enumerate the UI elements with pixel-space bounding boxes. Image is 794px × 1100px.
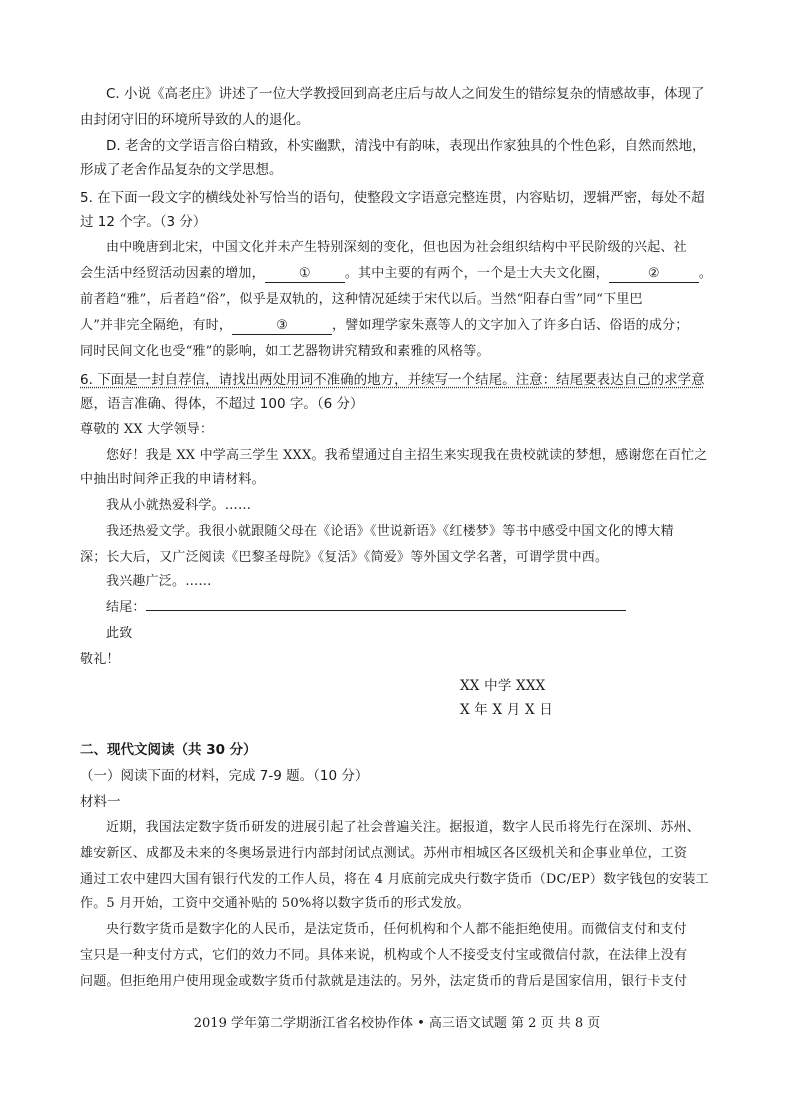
letter-date: X 年 X 月 X 日 <box>460 702 553 718</box>
letter-closing1: 此致 <box>106 626 133 641</box>
material-label: 材料一 <box>80 794 121 810</box>
q5-passage-text: 会生活中经贸活动因素的增加， <box>80 266 265 281</box>
q5-passage-text: 人”并非完全隔绝，有时， <box>80 318 233 333</box>
letter-body-line6: 我兴趣广泛。…… <box>106 574 212 589</box>
q5-passage-line3: 前者趋“雅”，后者趋“俗”，似乎是双轨的，这种情况延续于宋代以后。当然“阳春白雪”同“下里巴 <box>80 292 643 307</box>
letter-body-line3: 我从小就热爱科学。…… <box>106 498 252 513</box>
ending-label: 结尾： <box>106 600 146 615</box>
ending-answer-field[interactable] <box>146 610 626 611</box>
option-c-line1: C. 小说《高老庄》讲述了一位大学教授回到高老庄后与故人之间发生的错综复杂的情感故事，体现了 <box>106 86 705 102</box>
blank-2[interactable]: ② <box>609 265 699 283</box>
material-line3: 通过工农中建四大国有银行代发的工作人员，将在 4 月底前完成央行数字货币（DC/EP）数字钱包的安装工 <box>80 872 709 887</box>
material-line5: 央行数字货币是数字化的人民币，是法定货币，任何机构和个人都不能拒绝使用。而微信支付和支付 <box>106 922 687 937</box>
letter-body-line5: 深；长大后，又广泛阅读《巴黎圣母院》《复活》《简爱》等外国文学名著，可谓学贯中西。 <box>80 550 609 565</box>
letter-salutation: 尊敬的 XX 大学领导： <box>80 422 214 437</box>
material-line4: 作。5 月开始，工资中交通补贴的 50%将以数字货币的形式发放。 <box>80 896 470 911</box>
option-d-line1: D. 老舍的文学语言俗白精致，朴实幽默，清浅中有韵味，表现出作家独具的个性色彩，自然而然地， <box>106 138 706 154</box>
letter-body-line2: 中抽出时间斧正我的申请材料。 <box>80 472 265 487</box>
material-line2: 雄安新区、成都及未来的冬奥场景进行内部封闭试点测试。苏州市相城区各区级机关和企事业单位，工资 <box>80 846 688 861</box>
option-c-line2: 由封闭守旧的环境所导致的人的退化。 <box>80 112 310 128</box>
material-line1: 近期，我国法定数字货币研发的进展引起了社会普遍关注。据报道，数字人民币将先行在深圳、苏州、 <box>106 820 701 835</box>
option-d-line2: 形成了老舍作品复杂的文学思想。 <box>80 162 283 178</box>
q6-stem-line1: 6. 下面是一封自荐信，请找出两处用词不准确的地方，并续写一个结尾。注意：结尾要表达自己的求学意 <box>80 372 705 388</box>
section-subtitle: （一）阅读下面的材料，完成 7-9 题。（10 分） <box>80 768 369 784</box>
section-title: 二、现代文阅读（共 30 分） <box>80 742 257 758</box>
q5-passage-line4 <box>80 316 720 336</box>
q5-passage-text: ，譬如理学家朱熹等人的文字加入了许多白话、俗语的成分； <box>332 318 689 333</box>
letter-ending-line <box>106 598 746 618</box>
q6-stem-line2: 愿，语言准确、得体，不超过 100 字。（6 分） <box>80 396 364 412</box>
letter-body-line4: 我还热爱文学。我很小就跟随父母在《论语》《世说新语》《红楼梦》等书中感受中国文化的博大精 <box>106 524 674 539</box>
material-line6: 宝只是一种支付方式，它们的效力不同。具体来说，机构或个人不接受支付宝或微信付款，在法律上没有 <box>80 948 688 963</box>
letter-body-line1: 您好！我是 XX 中学高三学生 XXX。我希望通过自主招生来实现我在贵校就读的梦想，感谢您在百忙之 <box>106 448 708 463</box>
letter-signature: XX 中学 XXX <box>460 678 546 694</box>
q5-stem-line2: 过 12 个字。（3 分） <box>80 214 207 230</box>
page-footer: 2019 学年第二学期浙江省名校协作体 • 高三语文试题 第 2 页 共 8 页 <box>193 1016 601 1031</box>
q5-stem-line1: 5. 在下面一段文字的横线处补写恰当的语句，使整段文字语意完整连贯，内容贴切，逻辑严密，每处不超 <box>80 190 705 206</box>
material-line7: 问题。但拒绝用户使用现金或数字货币付款就是违法的。另外，法定货币的背后是国家信用，银行卡支付 <box>80 974 688 989</box>
q5-passage-text: 。其中主要的有两个，一个是士大夫文化圈， <box>344 266 609 281</box>
blank-3[interactable]: ③ <box>232 317 332 335</box>
q5-passage-line1: 由中晚唐到北宋，中国文化并未产生特别深刻的变化，但也因为社会组织结构中平民阶级的兴起、社 <box>106 240 687 255</box>
q5-passage-line2 <box>80 264 720 284</box>
blank-1[interactable]: ① <box>265 265 345 283</box>
letter-closing2: 敬礼！ <box>80 652 120 667</box>
q5-passage-text: 。 <box>698 266 713 281</box>
q5-passage-line5: 同时民间文化也受“雅”的影响，如工艺器物讲究精致和素雅的风格等。 <box>80 344 490 359</box>
